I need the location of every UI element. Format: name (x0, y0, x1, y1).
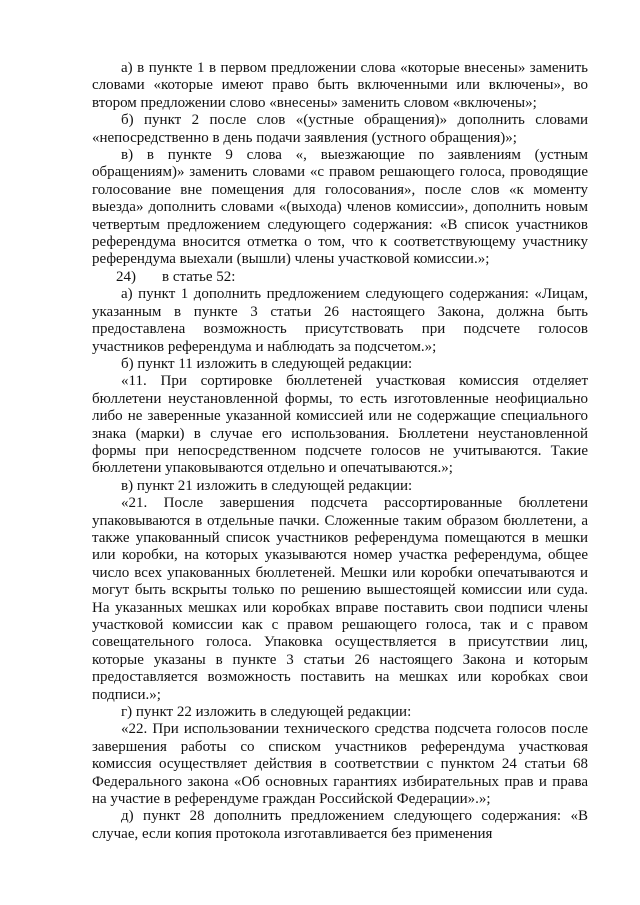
paragraph-6: «11. При сортировке бюллетеней участковая комиссия отделяет бюллетени неустановленной формы, то есть изготовленные неофициально либо не заверенные указанной комиссией или не содержащие специального знака (марки) в случае его использования. Бюллетени неустановленной формы при непосредственном подсчете голосов не учитываются. Такие бюллетени упаковываются отдельно и опечатываются.»; (92, 373, 588, 477)
paragraph-9: г) пункт 22 изложить в следующей редакции: (121, 704, 412, 721)
paragraph-7: в) пункт 21 изложить в следующей редакции: (121, 477, 413, 494)
paragraph-5: б) пункт 11 изложить в следующей редакции: (121, 355, 413, 372)
paragraph-3: в) в пункте 9 слова «, выезжающие по заявлениям (устным обращениям)» заменить словами «с правом решающего голоса, проводящие голосование вне помещения для голосования», после слов «к моменту выезда» дополнить словами «(выхода) членов комиссии», дополнить новым четвертым предложением следующего содержания: «В список участников референдума вносится отметка о том, что к соответствующему участнику референдума выехали (вышли) члены участковой комиссии.»; (92, 147, 588, 268)
paragraph-4: а) пункт 1 дополнить предложением следующего содержания: «Лицам, указанным в пункте 3 статьи 26 настоящего Закона, должна быть предоставлена возможность присутствовать при подсчете голосов участников референдума и наблюдать за подсчетом.»; (92, 286, 588, 355)
paragraph-8: «21. После завершения подсчета рассортированные бюллетени упаковываются в отдельные пачки. Сложенные таким образом бюллетени, а также упакованный список участников референдума помещаются в мешки или коробки, на которых указываются номер участка референдума, общее число всех упакованных бюллетеней. Мешки или коробки опечатываются и могут быть вскрыты только по решению вышестоящей комиссии или суда. На указанных мешках или коробках вправе поставить свои подписи члены участковой комиссии как с правом решающего голоса, так и с правом совещательного голоса. Упаковка осуществляется в присутствии лиц, которые указаны в пункте 3 статьи 26 настоящего Закона и которым предоставляется возможность поставить на мешках или коробках свои подписи.»; (92, 495, 588, 703)
paragraph-2: б) пункт 2 после слов «(устные обращения)» дополнить словами «непосредственно в день подачи заявления (устного обращения)»; (92, 112, 588, 146)
paragraph-11: д) пункт 28 дополнить предложением следующего содержания: «В случае, если копия протокола изготавливается без применения (92, 808, 588, 842)
article-number: 24) (116, 268, 136, 285)
article-heading (92, 269, 588, 286)
paragraph-10: «22. При использовании технического средства подсчета голосов после завершения работы со списком участников референдума участковая комиссия осуществляет действия в соответствии с пунктом 24 статьи 68 Федерального закона «Об основных гарантиях избирательных прав и права на участие в референдуме граждан Российской Федерации».»; (92, 721, 588, 808)
article-title: в статье 52: (162, 268, 236, 285)
paragraph-1: а) в пункте 1 в первом предложении слова «которые внесены» заменить словами «которые имеют право быть включенными или включены», во втором предложении слово «внесены» заменить словом «включены»; (92, 60, 588, 111)
